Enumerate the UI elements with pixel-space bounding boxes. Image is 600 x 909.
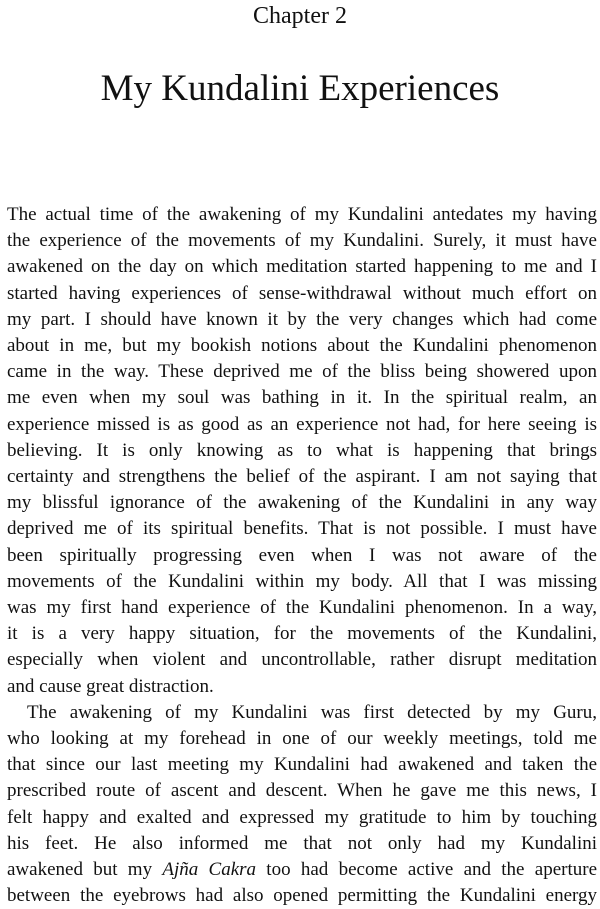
text-line: felt happy and exalted and expressed my gratitude to him by touching [7,806,597,828]
text-line: his feet. He also informed me that not only had my Kundalini [7,832,597,854]
text-line: started having experiences of sense-withdrawal without much effort on [7,282,597,304]
text-line: between the eyebrows had also opened permitting the Kundalini energy [7,885,597,907]
italic-term: Ajña Cakra [162,859,257,881]
text-line: it is a very happy situation, for the movements of the Kundalini, [7,623,597,645]
text-segment: too had become active and the aperture [256,859,598,881]
text-line: experience missed is as good as an experience not had, for here seeing is [7,413,597,435]
text-segment: awakened but my [7,859,163,881]
text-line: who looking at my forehead in one of our weekly meetings, told me [7,728,597,750]
text-line: my part. I should have known it by the very changes which had come [7,308,597,330]
text-line: The actual time of the awakening of my Kundalini antedates my having [7,204,597,225]
text-line: the experience of the movements of my Kundalini. Surely, it must have [7,230,597,252]
paragraph-1 [7,202,597,700]
text-line: especially when violent and uncontrollable, rather disrupt meditation [7,649,597,671]
text-line: certainty and strengthens the belief of the aspirant. I am not saying that [7,466,597,488]
text-line: been spiritually progressing even when I was not aware of the [7,544,597,566]
text-line: that since our last meeting my Kundalini had awakened and taken the [7,754,597,776]
text-line: believing. It is only knowing as to what is happening that brings [7,439,597,461]
text-line: me even when my soul was bathing in it. In the spiritual realm, an [7,387,597,409]
text-line: movements of the Kundalini within my body. All that I was missing [7,570,597,592]
text-line: awakened on the day on which meditation started happening to me and I [7,256,597,278]
text-line: about in me, but my bookish notions about the Kundalini phenomenon [7,335,597,357]
text-line: and cause great distraction. [7,675,214,697]
text-line: deprived me of its spiritual benefits. That is not possible. I must have [7,518,597,540]
body-text [7,202,597,909]
text-line [7,857,597,883]
text-line: was my first hand experience of the Kundalini phenomenon. In a way, [7,597,597,619]
chapter-title: My Kundalini Experiences [100,68,500,109]
text-line: prescribed route of ascent and descent. When he gave me this news, I [7,780,597,802]
text-line: came in the way. These deprived me of the bliss being showered upon [7,361,597,383]
paragraph-2 [7,700,597,909]
text-line: The awakening of my Kundalini was first detected by my Guru, [27,701,597,723]
text-line: my blissful ignorance of the awakening of the Kundalini in any way [7,492,597,514]
chapter-label: Chapter 2 [253,3,347,29]
